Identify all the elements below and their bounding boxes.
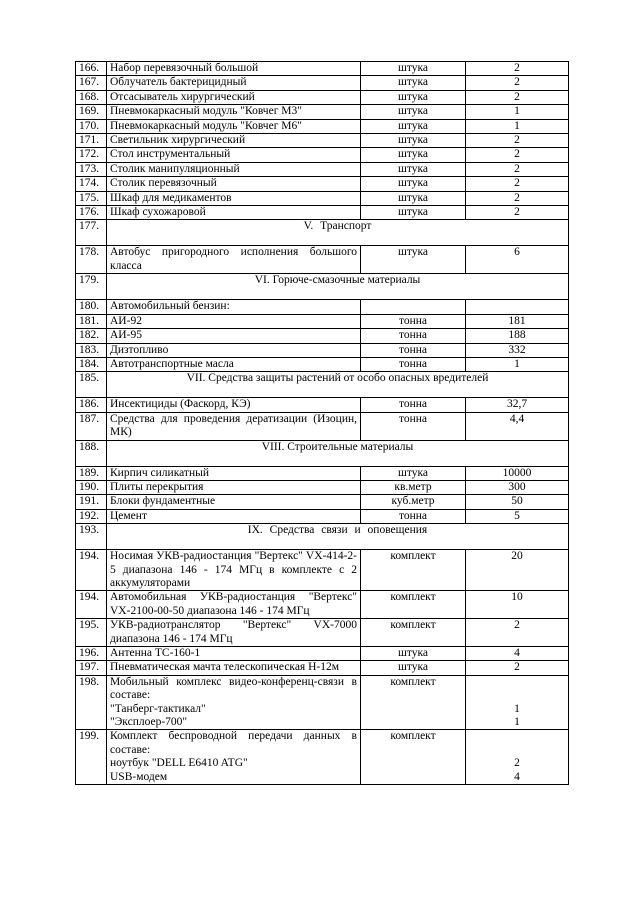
item-quantity: 6 [466, 246, 569, 274]
item-unit: штука [361, 148, 466, 162]
item-name: Инсектициды (Фаскорд, КЭ) [107, 398, 361, 412]
item-name: Пневмокаркасный модуль "Ковчег М6" [107, 119, 361, 133]
item-quantity: 10000 [466, 466, 569, 480]
table-row [76, 134, 569, 148]
item-quantity [466, 300, 569, 314]
table-row [76, 495, 569, 509]
section-title: VIII. Строительные материалы [107, 440, 569, 466]
item-quantity: 2 [466, 62, 569, 76]
item-name: Пневматическая мачта телескопическая Н-12м [107, 661, 361, 675]
table-row [76, 480, 569, 494]
row-number: 175. [76, 191, 107, 205]
item-name: Антенна ТС-160-1 [107, 647, 361, 661]
item-quantity: 2 [466, 206, 569, 220]
row-number: 192. [76, 509, 107, 523]
item-name: Цемент [107, 509, 361, 523]
section-row [76, 440, 569, 466]
item-unit: штука [361, 466, 466, 480]
item-name: Средства для проведения дератизации (Изоцин, МК) [107, 412, 361, 440]
item-unit: штука [361, 647, 466, 661]
item-unit: штука [361, 661, 466, 675]
table-row [76, 119, 569, 133]
row-number: 196. [76, 647, 107, 661]
row-number: 198. [76, 675, 107, 730]
section-title: IX. Средства связи и оповещения [107, 524, 569, 550]
table-row [76, 343, 569, 357]
item-name: Шкаф для медикаментов [107, 191, 361, 205]
item-unit: комплект [361, 619, 466, 647]
table-row [76, 357, 569, 371]
table-row [76, 90, 569, 104]
item-name: Автомобильный бензин: [107, 300, 361, 314]
item-name: Облучатель бактерицидный [107, 76, 361, 90]
item-name: Автомобильная УКВ-радиостанция "Вертекс" VX-2100-00-50 диапазона 146 - 174 МГц [107, 591, 361, 619]
item-quantity: 2 [466, 191, 569, 205]
item-quantity: 32,7 [466, 398, 569, 412]
item-name: Кирпич силикатный [107, 466, 361, 480]
table-row [76, 105, 569, 119]
item-name: АИ-95 [107, 329, 361, 343]
item-unit: штука [361, 191, 466, 205]
item-name: Шкаф сухожаровой [107, 206, 361, 220]
item-unit: комплект [361, 591, 466, 619]
item-name: Носимая УКВ-радиостанция "Вертекс" VX-414-2-5 диапазона 146 - 174 МГц в комплекте с 2 аккумуляторами [107, 550, 361, 591]
item-unit: кв.метр [361, 480, 466, 494]
item-quantity: 4 [466, 647, 569, 661]
item-name: Автотранспортные масла [107, 357, 361, 371]
table-row [76, 466, 569, 480]
table-row [76, 148, 569, 162]
item-quantity: 1 1 [466, 675, 569, 730]
item-quantity: 20 [466, 550, 569, 591]
item-unit: тонна [361, 329, 466, 343]
item-quantity: 332 [466, 343, 569, 357]
item-name: Плиты перекрытия [107, 480, 361, 494]
item-quantity: 2 4 [466, 730, 569, 785]
item-name: Столик перевязочный [107, 177, 361, 191]
row-number: 190. [76, 480, 107, 494]
item-unit: штука [361, 162, 466, 176]
item-unit: штука [361, 246, 466, 274]
row-number: 189. [76, 466, 107, 480]
row-number: 168. [76, 90, 107, 104]
row-number: 180. [76, 300, 107, 314]
item-quantity: 188 [466, 329, 569, 343]
item-name: Столик манипуляционный [107, 162, 361, 176]
item-unit: тонна [361, 357, 466, 371]
item-unit: штука [361, 76, 466, 90]
row-number: 194. [76, 550, 107, 591]
item-name: Пневмокаркасный модуль "Ковчег М3" [107, 105, 361, 119]
row-number: 184. [76, 357, 107, 371]
row-number: 195. [76, 619, 107, 647]
row-number: 178. [76, 246, 107, 274]
item-quantity: 1 [466, 357, 569, 371]
item-quantity: 10 [466, 591, 569, 619]
item-name: УКВ-радиотранслятор "Вертекс" VX-7000 диапазона 146 - 174 МГц [107, 619, 361, 647]
section-title: VII. Средства защиты растений от особо опасных вредителей [107, 372, 569, 398]
item-unit: комплект [361, 675, 466, 730]
row-number: 185. [76, 372, 107, 398]
row-number: 179. [76, 274, 107, 300]
item-quantity: 5 [466, 509, 569, 523]
item-unit: штука [361, 105, 466, 119]
section-row [76, 220, 569, 246]
row-number: 174. [76, 177, 107, 191]
item-name: Блоки фундаментные [107, 495, 361, 509]
row-number: 187. [76, 412, 107, 440]
row-number: 186. [76, 398, 107, 412]
item-quantity: 2 [466, 162, 569, 176]
item-quantity: 4,4 [466, 412, 569, 440]
equipment-table [75, 61, 569, 785]
table-row [76, 647, 569, 661]
section-row [76, 372, 569, 398]
item-name: Стол инструментальный [107, 148, 361, 162]
row-number: 166. [76, 62, 107, 76]
row-number: 172. [76, 148, 107, 162]
item-quantity: 1 [466, 105, 569, 119]
table-row [76, 550, 569, 591]
row-number: 171. [76, 134, 107, 148]
table-row [76, 591, 569, 619]
row-number: 188. [76, 440, 107, 466]
row-number: 183. [76, 343, 107, 357]
item-quantity: 181 [466, 314, 569, 328]
item-unit: комплект [361, 550, 466, 591]
item-unit: куб.метр [361, 495, 466, 509]
row-number: 173. [76, 162, 107, 176]
table-row [76, 730, 569, 785]
table-row [76, 300, 569, 314]
item-unit: тонна [361, 343, 466, 357]
row-number: 169. [76, 105, 107, 119]
item-name: АИ-92 [107, 314, 361, 328]
item-unit: комплект [361, 730, 466, 785]
item-name: Дизтопливо [107, 343, 361, 357]
table-row [76, 162, 569, 176]
item-unit: тонна [361, 314, 466, 328]
item-unit: тонна [361, 509, 466, 523]
table-row [76, 191, 569, 205]
table-row [76, 661, 569, 675]
table-row [76, 412, 569, 440]
item-unit: штука [361, 206, 466, 220]
item-unit: штука [361, 90, 466, 104]
item-unit: тонна [361, 398, 466, 412]
item-quantity: 2 [466, 90, 569, 104]
section-row [76, 524, 569, 550]
row-number: 197. [76, 661, 107, 675]
item-quantity: 2 [466, 619, 569, 647]
item-unit: тонна [361, 412, 466, 440]
section-title: V. Транспорт [107, 220, 569, 246]
table-row [76, 619, 569, 647]
item-quantity: 2 [466, 134, 569, 148]
row-number: 191. [76, 495, 107, 509]
table-row [76, 509, 569, 523]
table-row [76, 329, 569, 343]
section-row [76, 274, 569, 300]
item-quantity: 2 [466, 661, 569, 675]
item-quantity: 300 [466, 480, 569, 494]
item-quantity: 2 [466, 148, 569, 162]
item-name: Набор перевязочный большой [107, 62, 361, 76]
item-name: Мобильный комплекс видео-конференц-связи в составе: "Танберг-тактикал" "Эксплоер-700" [107, 675, 361, 730]
row-number: 199. [76, 730, 107, 785]
item-unit: штука [361, 177, 466, 191]
row-number: 170. [76, 119, 107, 133]
item-quantity: 50 [466, 495, 569, 509]
row-number: 181. [76, 314, 107, 328]
item-quantity: 2 [466, 177, 569, 191]
row-number: 194. [76, 591, 107, 619]
item-unit: штука [361, 62, 466, 76]
item-unit: штука [361, 119, 466, 133]
item-quantity: 1 [466, 119, 569, 133]
row-number: 176. [76, 206, 107, 220]
item-name: Автобус пригородного исполнения большого класса [107, 246, 361, 274]
row-number: 167. [76, 76, 107, 90]
section-title: VI. Горюче-смазочные материалы [107, 274, 569, 300]
table-row [76, 177, 569, 191]
table-row [76, 398, 569, 412]
table-row [76, 62, 569, 76]
item-name: Комплект беспроводной передачи данных в составе: ноутбук "DELL E6410 ATG" USB-модем [107, 730, 361, 785]
item-unit [361, 300, 466, 314]
item-name: Светильник хирургический [107, 134, 361, 148]
row-number: 177. [76, 220, 107, 246]
table-row [76, 314, 569, 328]
row-number: 182. [76, 329, 107, 343]
table-row [76, 206, 569, 220]
item-unit: штука [361, 134, 466, 148]
item-quantity: 2 [466, 76, 569, 90]
table-row [76, 246, 569, 274]
table-row [76, 675, 569, 730]
row-number: 193. [76, 524, 107, 550]
item-name: Отсасыватель хирургический [107, 90, 361, 104]
table-row [76, 76, 569, 90]
